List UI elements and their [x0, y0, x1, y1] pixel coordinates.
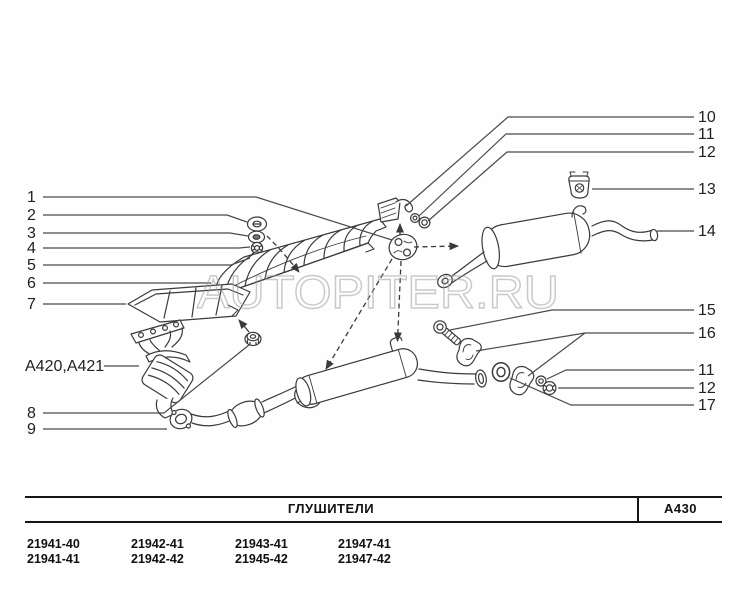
sealing-ring-drawing: [492, 363, 509, 381]
callout-a420-a421: A420,A421: [25, 358, 105, 375]
callout-12b: 12: [698, 380, 716, 397]
callout-11: 11: [698, 126, 715, 143]
callout-16: 16: [698, 325, 716, 342]
nut-8-drawing: [245, 332, 261, 345]
callout-8: 8: [27, 405, 36, 422]
part-number: 21942-42: [131, 552, 184, 566]
callout-2: 2: [27, 207, 36, 224]
table-rule-bottom: [25, 521, 722, 523]
callout-10: 10: [698, 109, 716, 126]
callout-12: 12: [698, 144, 716, 161]
table-rule-top: [25, 496, 722, 498]
callout-14: 14: [698, 223, 716, 240]
bracket-drawing: [378, 198, 412, 222]
part-number: 21947-41: [338, 537, 391, 551]
callout-15: 15: [698, 302, 716, 319]
part-number: 21941-41: [27, 552, 80, 566]
clamp-half-a-drawing: [457, 338, 481, 365]
callout-6: 6: [27, 275, 36, 292]
callout-labels-right: [698, 109, 716, 414]
bolt-drawing: [431, 318, 463, 348]
callout-11b: 11: [698, 362, 715, 379]
hanger-13-drawing: [569, 172, 589, 198]
callout-1: 1: [27, 189, 36, 206]
washer-upper-drawing: [411, 214, 420, 223]
table-title: ГЛУШИТЕЛИ: [287, 501, 375, 516]
callout-4: 4: [27, 240, 36, 257]
part-number: 21941-40: [27, 537, 80, 551]
part-number: 21942-41: [131, 537, 184, 551]
callout-5: 5: [27, 257, 36, 274]
part-number: 21945-42: [235, 552, 288, 566]
callout-17: 17: [698, 397, 716, 414]
watermark-text: AUTOPITER.RU: [197, 266, 559, 318]
front-pipe-drawing: [168, 386, 299, 431]
manifold-catalyst-drawing: [131, 320, 195, 418]
callout-9: 9: [27, 421, 36, 438]
nut-lower-drawing: [543, 382, 556, 395]
callout-3: 3: [27, 225, 36, 242]
callout-13: 13: [698, 181, 716, 198]
clamp-half-b-drawing: [510, 366, 534, 394]
table-code: А430: [663, 501, 698, 516]
callout-7: 7: [27, 296, 36, 313]
arrow-hanger-to-muffler: [414, 246, 458, 247]
part-number: 21943-41: [235, 537, 288, 551]
callout-labels-left: [25, 189, 104, 438]
part-number: 21947-42: [338, 552, 391, 566]
arrow-nut-to-shield: [239, 320, 249, 332]
nut-upper-drawing: [419, 217, 430, 228]
